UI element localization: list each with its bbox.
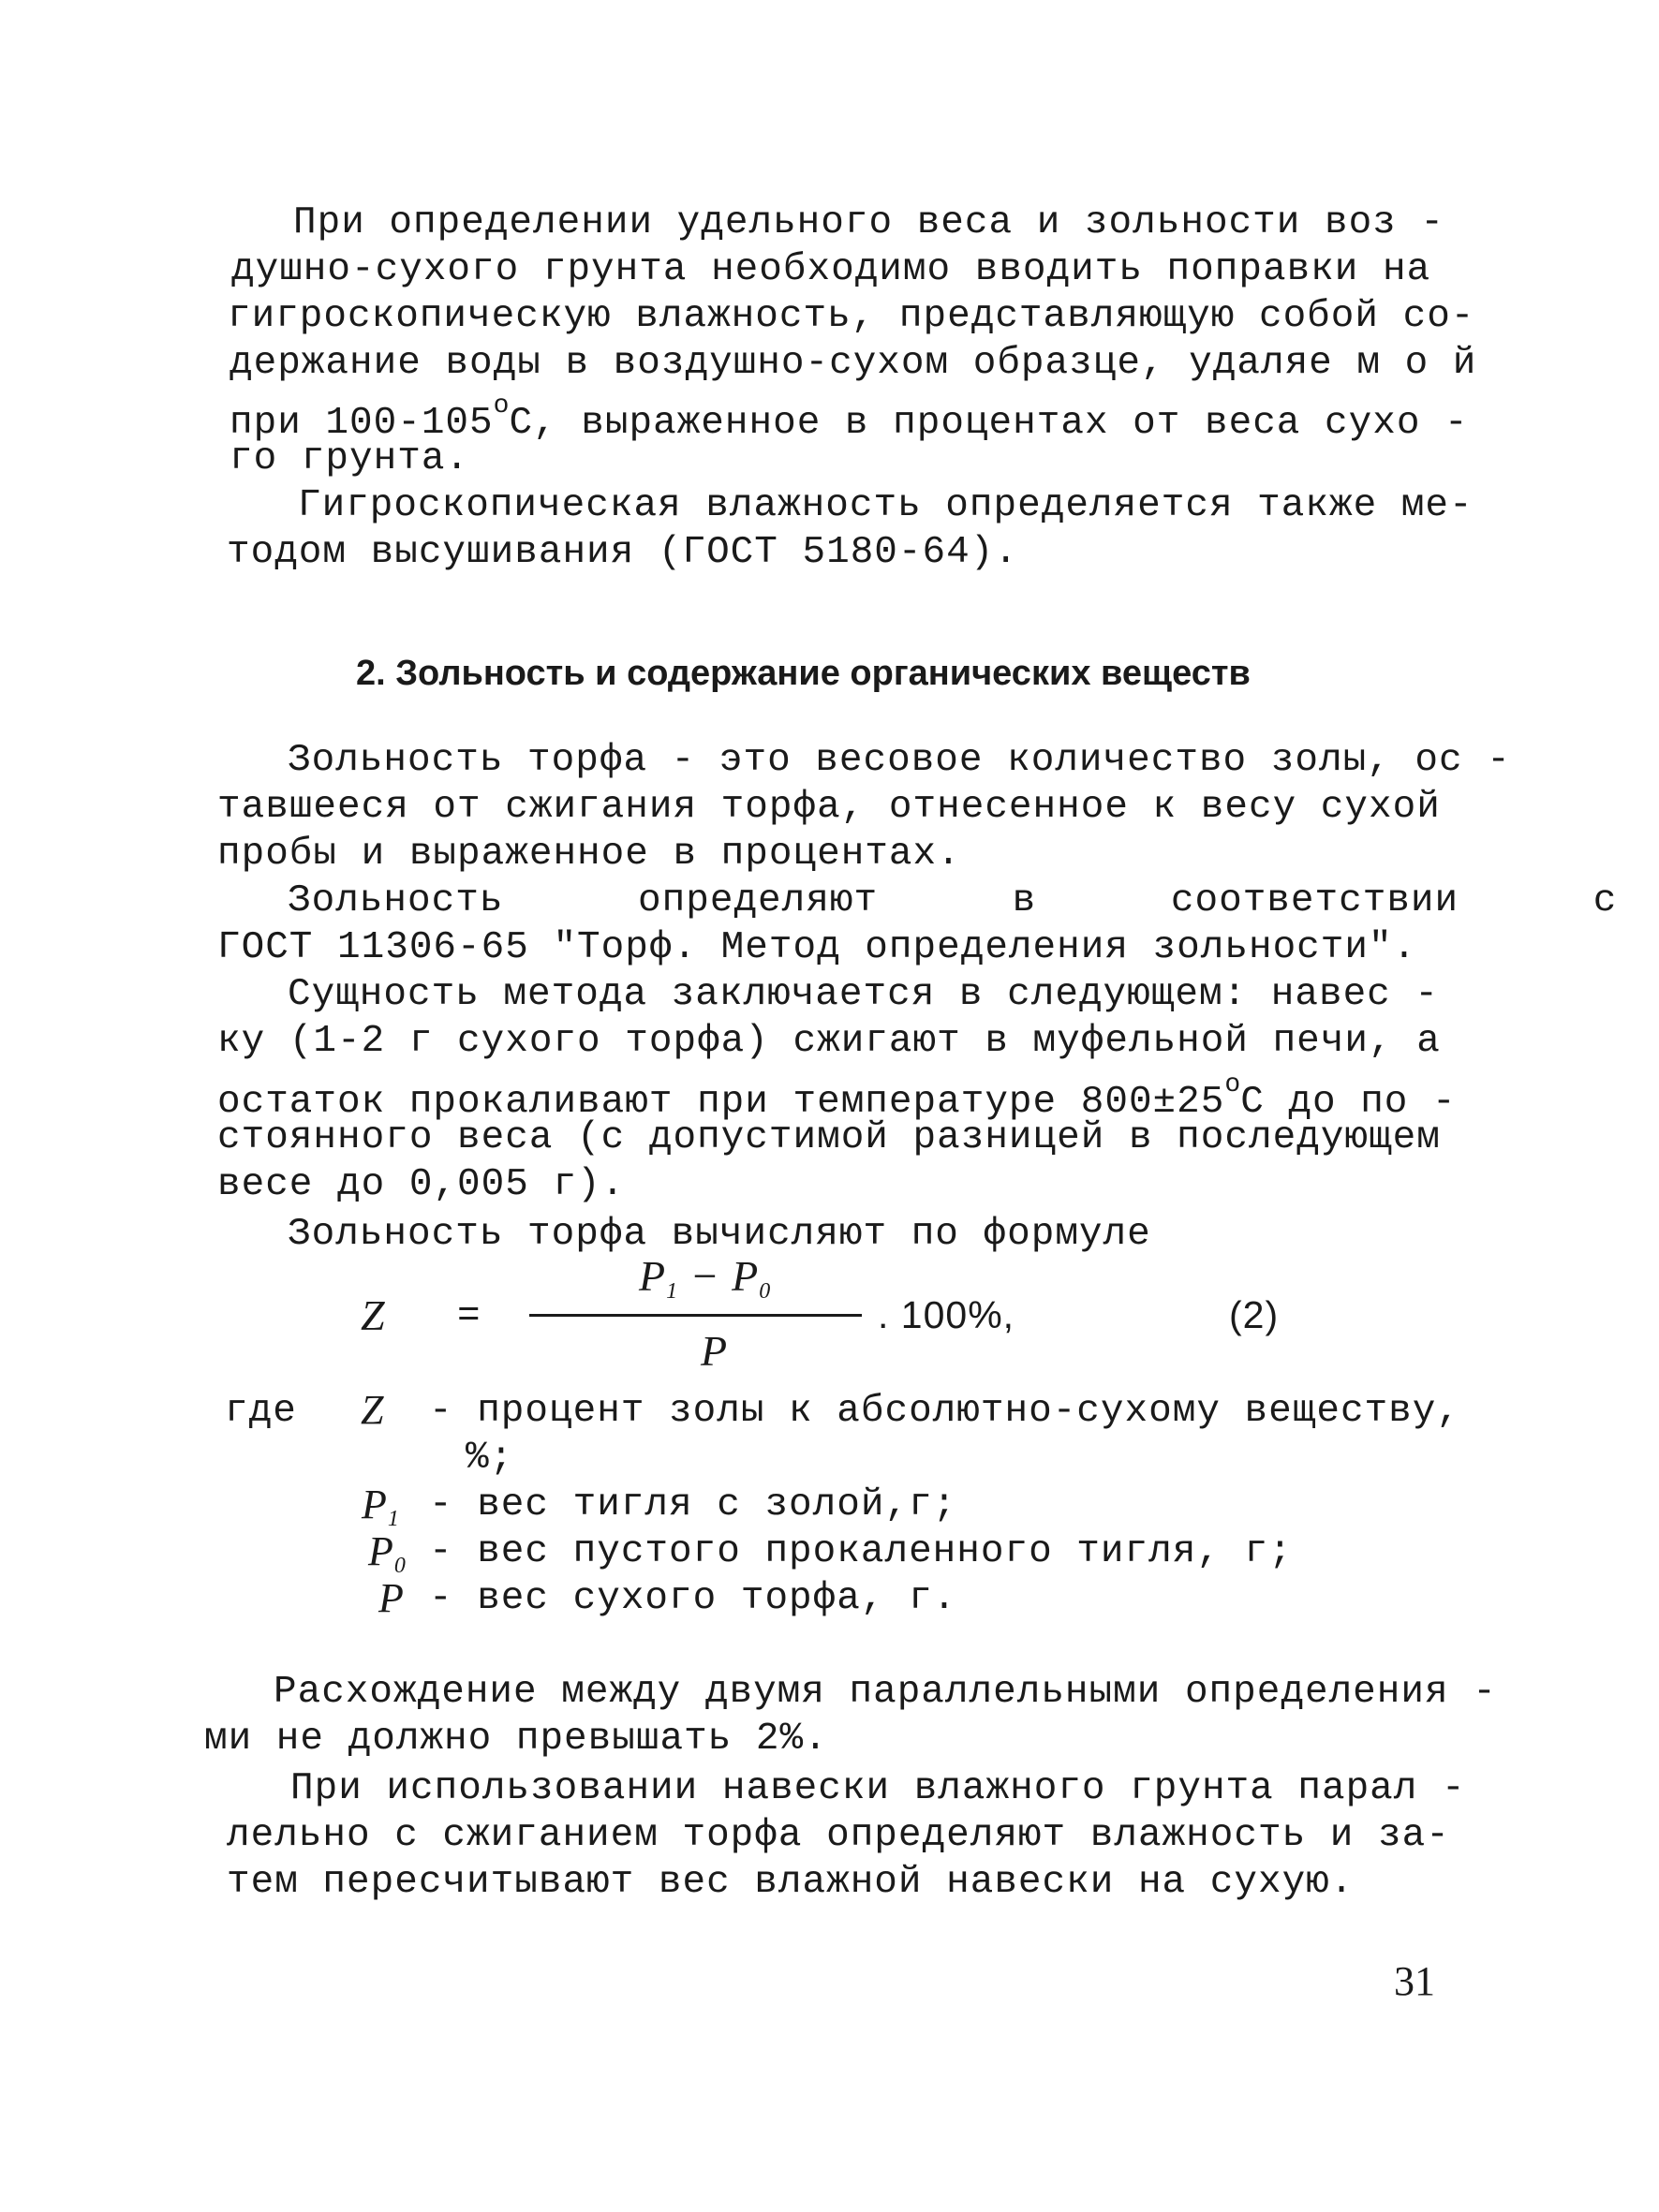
p-symbol: P (732, 1252, 760, 1300)
minus-sign: − (689, 1252, 720, 1300)
legend-where: где (225, 1390, 297, 1433)
degree-sign: о (1224, 1070, 1241, 1099)
para5-line5: весе до 0,005 г). (217, 1163, 626, 1206)
para2-line1: Гигроскопическая влажность определяется также ме- (298, 484, 1474, 527)
formula-numerator (639, 1252, 772, 1304)
para8-line1: При использовании навески влажного грунта парал - (290, 1767, 1466, 1810)
para1-line6: го грунта. (230, 437, 470, 480)
degree-sign: о (493, 391, 510, 420)
para1-line3: гигроскопическую влажность, представляющую собой со- (228, 295, 1475, 338)
formula-number: (2) (1229, 1293, 1280, 1336)
p-symbol: P (639, 1252, 667, 1300)
formula-lhs: Z (361, 1291, 386, 1339)
para5-line1: Сущность метода заключается в следующем: навес - (288, 973, 1439, 1016)
legend-p0-symbol (368, 1528, 407, 1578)
p-symbol: P (368, 1528, 394, 1574)
subscript-1: 1 (666, 1279, 679, 1304)
para5-line3 (217, 1072, 1457, 1122)
formula-tail: . 100%, (878, 1293, 1015, 1336)
para4-line2: ГОСТ 11306-65 "Торф. Метод определения зольности". (217, 926, 1417, 969)
legend-z-symbol: Z (361, 1387, 385, 1433)
para7-line2: ми не должно превышать 2%. (204, 1718, 828, 1761)
section-heading: 2. Зольность и содержание органических веществ (356, 654, 1251, 693)
para8-line3: тем пересчитывают вес влажной навески на сухую. (227, 1861, 1355, 1904)
para1-line4: держание воды в воздушно-сухом образце, удаляе м о й (230, 342, 1477, 385)
formula-denominator: P (701, 1327, 729, 1375)
para2-line2: тодом высушивания (ГОСТ 5180-64). (227, 531, 1018, 574)
para1-line5-end: С, выраженное в процентах от веса сухо - (509, 402, 1469, 445)
para1-line5-start: при 100-105 (230, 402, 494, 445)
subscript-0: 0 (393, 1554, 407, 1578)
para3-line1: Зольность торфа - это весовое количество золы, ос - (288, 739, 1511, 782)
para1-line1: При определении удельного веса и зольности воз - (293, 201, 1444, 244)
para3-line3: пробы и выраженное в процентах. (217, 833, 961, 876)
para1-line5 (230, 393, 1469, 443)
para3-line2: тавшееся от сжигания торфа, отнесенное к весу сухой (217, 786, 1441, 829)
para1-line2: душно-сухого грунта необходимо вводить поправки на (231, 248, 1431, 291)
para5-line3-end: С до по - (1240, 1081, 1457, 1124)
para8-line2: лельно с сжиганием торфа определяют влажность и за- (227, 1814, 1450, 1857)
legend-p1-symbol (362, 1484, 400, 1530)
para5-line4: стоянного веса (с допустимой разницей в последующем (217, 1116, 1441, 1159)
para4-line1 (288, 879, 1618, 922)
para4-line1-text: Зольность определяют в соответствии с (288, 879, 1618, 922)
para6-line1: Зольность торфа вычисляют по формуле (288, 1213, 1151, 1256)
formula-equals: = (457, 1295, 481, 1338)
para7-line1: Расхождение между двумя параллельными определения - (274, 1671, 1497, 1714)
para5-line2: ку (1-2 г сухого торфа) сжигают в муфельной печи, а (217, 1020, 1441, 1063)
legend-p0-description: - вес пустого прокаленного тигля, г; (429, 1530, 1293, 1573)
legend-z-description-cont: %; (466, 1437, 514, 1480)
legend-z-description: - процент золы к абсолютно-сухому веществу, (429, 1390, 1460, 1433)
fraction-bar (529, 1314, 862, 1317)
legend-p-description: - вес сухого торфа, г. (429, 1577, 957, 1620)
legend-p1-description: - вес тигля с золой,г; (429, 1483, 957, 1526)
p-symbol: P (362, 1482, 388, 1527)
subscript-1: 1 (387, 1507, 400, 1531)
legend-p-symbol: P (378, 1575, 405, 1621)
para5-line3-start: остаток прокаливают при температуре 800±25 (217, 1081, 1225, 1124)
subscript-0: 0 (759, 1279, 772, 1304)
page-number: 31 (1394, 1958, 1435, 2004)
